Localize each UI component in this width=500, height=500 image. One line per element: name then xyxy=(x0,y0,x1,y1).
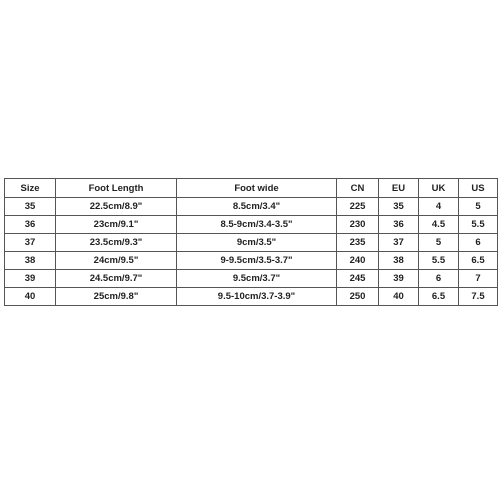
header-foot-length: Foot Length xyxy=(56,179,177,198)
cell-uk: 6.5 xyxy=(419,288,459,306)
cell-cn: 240 xyxy=(337,252,379,270)
cell-foot-wide: 9.5cm/3.7" xyxy=(177,270,337,288)
cell-size: 38 xyxy=(5,252,56,270)
cell-uk: 5 xyxy=(419,234,459,252)
cell-us: 7.5 xyxy=(459,288,498,306)
cell-cn: 235 xyxy=(337,234,379,252)
cell-cn: 230 xyxy=(337,216,379,234)
cell-foot-length: 25cm/9.8" xyxy=(56,288,177,306)
cell-foot-wide: 8.5-9cm/3.4-3.5" xyxy=(177,216,337,234)
size-chart-table xyxy=(4,178,498,306)
cell-eu: 38 xyxy=(379,252,419,270)
header-uk: UK xyxy=(419,179,459,198)
table-row xyxy=(5,198,498,216)
cell-us: 5.5 xyxy=(459,216,498,234)
header-cn: CN xyxy=(337,179,379,198)
cell-us: 5 xyxy=(459,198,498,216)
cell-eu: 36 xyxy=(379,216,419,234)
cell-foot-length: 22.5cm/8.9" xyxy=(56,198,177,216)
cell-uk: 5.5 xyxy=(419,252,459,270)
cell-size: 36 xyxy=(5,216,56,234)
header-size: Size xyxy=(5,179,56,198)
header-eu: EU xyxy=(379,179,419,198)
cell-cn: 250 xyxy=(337,288,379,306)
table-row xyxy=(5,288,498,306)
cell-us: 7 xyxy=(459,270,498,288)
table-row xyxy=(5,216,498,234)
cell-size: 40 xyxy=(5,288,56,306)
cell-uk: 4 xyxy=(419,198,459,216)
cell-foot-length: 23cm/9.1" xyxy=(56,216,177,234)
table-row xyxy=(5,270,498,288)
cell-uk: 4.5 xyxy=(419,216,459,234)
cell-foot-length: 24.5cm/9.7" xyxy=(56,270,177,288)
cell-size: 35 xyxy=(5,198,56,216)
cell-size: 39 xyxy=(5,270,56,288)
cell-cn: 225 xyxy=(337,198,379,216)
cell-eu: 37 xyxy=(379,234,419,252)
cell-eu: 39 xyxy=(379,270,419,288)
cell-cn: 245 xyxy=(337,270,379,288)
cell-foot-wide: 9.5-10cm/3.7-3.9" xyxy=(177,288,337,306)
cell-foot-wide: 9cm/3.5" xyxy=(177,234,337,252)
cell-foot-length: 24cm/9.5" xyxy=(56,252,177,270)
header-us: US xyxy=(459,179,498,198)
cell-us: 6 xyxy=(459,234,498,252)
table-row xyxy=(5,234,498,252)
cell-size: 37 xyxy=(5,234,56,252)
cell-foot-wide: 8.5cm/3.4" xyxy=(177,198,337,216)
table-header-row xyxy=(5,179,498,198)
cell-uk: 6 xyxy=(419,270,459,288)
cell-eu: 40 xyxy=(379,288,419,306)
header-foot-wide: Foot wide xyxy=(177,179,337,198)
cell-eu: 35 xyxy=(379,198,419,216)
cell-foot-length: 23.5cm/9.3" xyxy=(56,234,177,252)
table-row xyxy=(5,252,498,270)
cell-us: 6.5 xyxy=(459,252,498,270)
cell-foot-wide: 9-9.5cm/3.5-3.7" xyxy=(177,252,337,270)
